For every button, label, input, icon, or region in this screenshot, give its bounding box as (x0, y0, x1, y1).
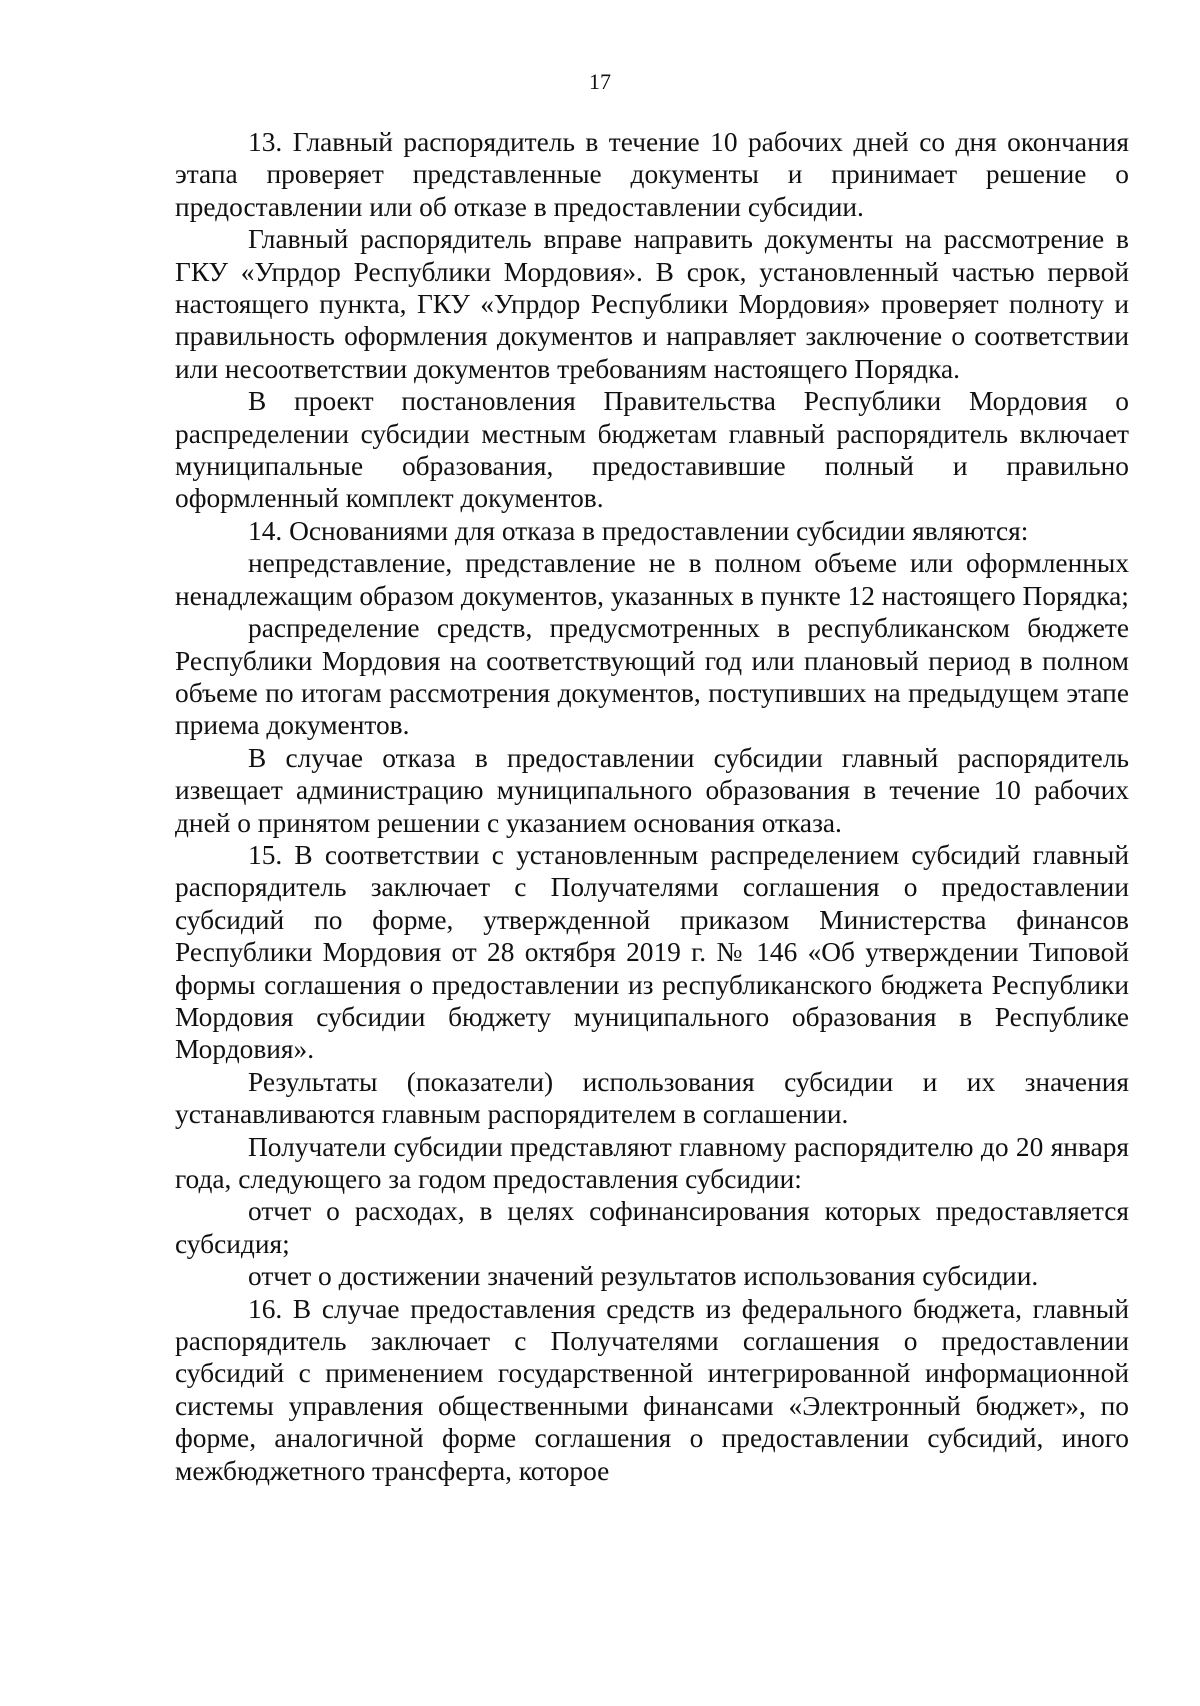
paragraph-15-results: Результаты (показатели) использования субсидии и их значения устанавливаются главным распорядителем в соглашении. (175, 1066, 1129, 1130)
paragraph-14-notification: В случае отказа в предоставлении субсидии главный распорядитель извещает администрацию муниципального образования в течение 10 рабочих дней о принятом решении с указанием основания отказа. (175, 742, 1129, 838)
document-body (175, 126, 1129, 1487)
paragraph-14-ground-documents: непредставление, представление не в полном объеме или оформленных ненадлежащим образом документов, указанных в пункте 12 настоящего Порядка; (175, 548, 1129, 611)
paragraph-14-ground-funds: распределение средств, предусмотренных в республиканском бюджете Республики Мордовия на соответствующий год или плановый период в полном объеме по итогам рассмотрения документов, поступивших на предыдущем этапе приема документов. (175, 613, 1129, 741)
paragraph-16-federal-funds: 16. В случае предоставления средств из федерального бюджета, главный распорядитель заключает с Получателями соглашения о предоставлении субсидий с применением государственной интегрированной информационной системы управления общественными финансами «Электронный бюджет», по форме, аналогичной форме соглашения о предоставлении субсидий, иного межбюджетного трансферта, которое (175, 1293, 1129, 1486)
paragraph-13-upravdor-check: Главный распорядитель вправе направить документы на рассмотрение в ГКУ «Упрдор Республики Мордовия». В срок, установленный частью первой настоящего пункта, ГКУ «Упрдор Республики Мордовия» проверяет полноту и правильность оформления документов и направляет заключение о соответствии или несоответствии документов требованиям настоящего Порядка. (175, 224, 1129, 384)
page-number: 17 (589, 69, 611, 94)
paragraph-13-resolution-draft: В проект постановления Правительства Республики Мордовия о распределении субсидии местным бюджетам главный распорядитель включает муниципальные образования, предоставившие полный и правильно оформленный комплект документов. (175, 386, 1129, 514)
paragraph-15-report-expenses: отчет о расходах, в целях софинансирования которых предоставляется субсидия; (175, 1196, 1129, 1259)
paragraph-15-reporting: Получатели субсидии представляют главному распорядителю до 20 января года, следующего за годом предоставления субсидии: (175, 1131, 1129, 1194)
paragraph-14-refusal-grounds: 14. Основаниями для отказа в предоставлении субсидии являются: (248, 515, 1029, 546)
paragraph-15-report-results: отчет о достижении значений результатов использования субсидии. (248, 1261, 1039, 1292)
paragraph-13-review: 13. Главный распорядитель в течение 10 рабочих дней со дня окончания этапа проверяет представленные документы и принимает решение о предоставлении или об отказе в предоставлении субсидии. (175, 127, 1129, 222)
paragraph-15-agreements: 15. В соответствии с установленным распределением субсидий главный распорядитель заключает с Получателями соглашения о предоставлении субсидий по форме, утвержденной приказом Министерства финансов Республики Мордовия от 28 октября 2019 г. № 146 «Об утверждении Типовой формы соглашения о предоставлении из республиканского бюджета Республики Мордовия субсидии бюджету муниципального образования в Республике Мордовия». (175, 839, 1129, 1065)
